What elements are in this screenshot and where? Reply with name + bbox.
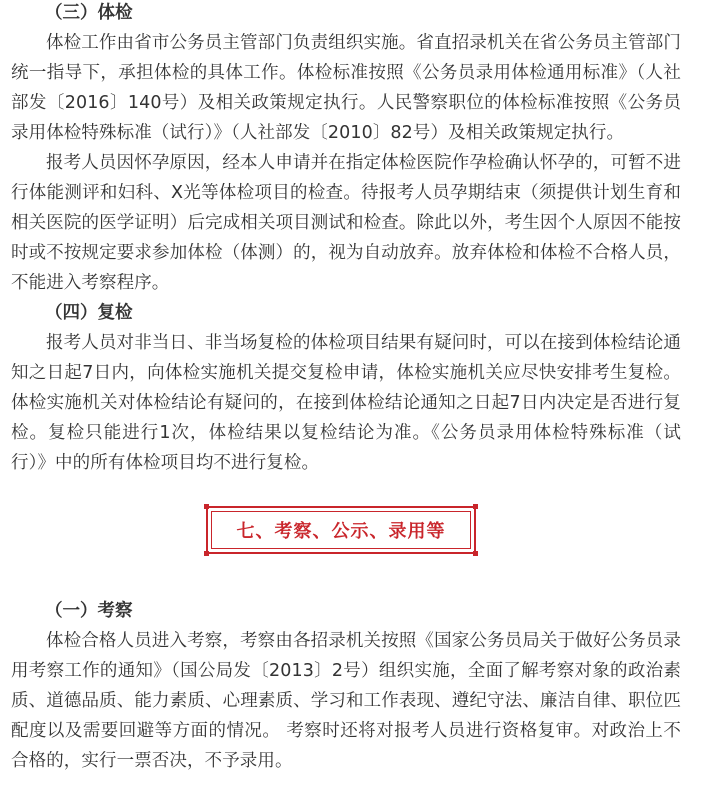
article-body bbox=[11, 0, 681, 776]
section-banner bbox=[206, 506, 476, 554]
paragraph-kaocha: 体检合格人员进入考察，考察由各招录机关按照《国家公务员局关于做好公务员录用考察工作的通知》（国公局发〔2013〕2号）组织实施，全面了解考察对象的政治素质、道德品质、能力素质、心理素质、学习和工作表现、遵纪守法、廉洁自律、职位匹配度以及需要回避等方面的情况。 考察时还将对报考人员进行资格复审。对政治上不合格的，实行一票否决，不予录用。 bbox=[11, 631, 681, 771]
banner-corner-ornament bbox=[204, 551, 209, 556]
paragraph-tijian-pregnancy: 报考人员因怀孕原因，经本人申请并在指定体检医院作孕检确认怀孕的，可暂不进行体能测评和妇科、X光等体检项目的检查。待报考人员孕期结束（须提供计划生育和相关医院的医学证明）后完成相关项目测试和检查。除此以外，考生因个人原因不能按时或不按规定要求参加体检（体测）的，视为自动放弃。放弃体检和体检不合格人员，不能进入考察程序。 bbox=[11, 153, 681, 293]
banner-corner-ornament bbox=[473, 551, 478, 556]
section-banner-container bbox=[11, 478, 681, 596]
banner-inner-frame bbox=[211, 511, 471, 549]
banner-corner-ornament bbox=[473, 504, 478, 509]
section-heading-kaocha: （一）考察 bbox=[45, 601, 133, 621]
section-heading-tijian: （三）体检 bbox=[45, 3, 133, 23]
paragraph-tijian-standards: 体检工作由省市公务员主管部门负责组织实施。省直招录机关在省公务员主管部门统一指导下，承担体检的具体工作。体检标准按照《公务员录用体检通用标准》（人社部发〔2016〕140号）及相关政策规定执行。人民警察职位的体检标准按照《公务员录用体检特殊标准（试行）》（人社部发〔2010〕82号）及相关政策规定执行。 bbox=[11, 33, 681, 143]
banner-title: 七、考察、公示、录用等 bbox=[236, 521, 446, 542]
banner-corner-ornament bbox=[204, 504, 209, 509]
paragraph-fujian: 报考人员对非当日、非当场复检的体检项目结果有疑问时，可以在接到体检结论通知之日起7日内，向体检实施机关提交复检申请，体检实施机关应尽快安排考生复检。体检实施机关对体检结论有疑问的，在接到体检结论通知之日起7日内决定是否进行复检。复检只能进行1次，体检结果以复检结论为准。《公务员录用体检特殊标准（试行）》中的所有体检项目均不进行复检。 bbox=[11, 333, 681, 473]
section-heading-fujian: （四）复检 bbox=[45, 303, 133, 323]
